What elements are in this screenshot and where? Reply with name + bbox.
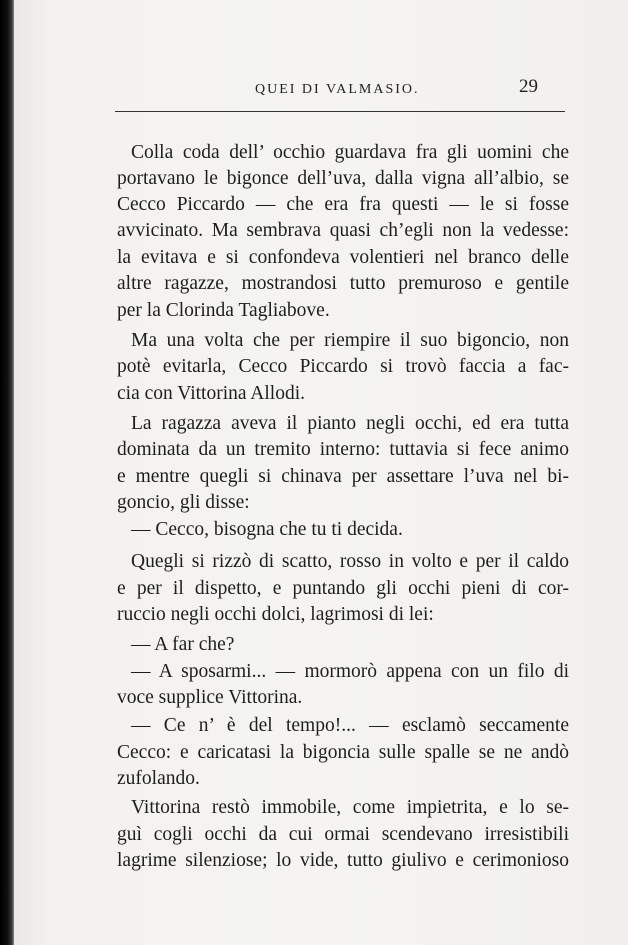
- text-line: — A far che?: [131, 634, 235, 655]
- text-line: La ragazza aveva il pianto negli occhi, ed era tutta: [131, 413, 569, 434]
- text-line: avvicinato. Ma sembrava quasi ch’egli non la vedesse:: [117, 220, 569, 241]
- text-line: — Cecco, bisogna che tu ti decida.: [131, 519, 403, 540]
- text-line: Colla coda dell’ occhio guardava fra gli uomini che: [131, 142, 569, 163]
- text-line: zufolando.: [117, 768, 200, 789]
- text-line: potè evitarla, Cecco Piccardo si trovò faccia a fac-: [117, 356, 569, 377]
- text-line: goncio, gli disse:: [117, 492, 250, 513]
- text-line: la evitava e si confondeva volentieri nel branco delle: [117, 247, 569, 268]
- running-title: QUEI DI VALMASIO.: [255, 82, 420, 97]
- text-line: per la Clorinda Tagliabove.: [117, 300, 330, 321]
- text-line: — A sposarmi... — mormorò appena con un filo di: [131, 661, 569, 682]
- text-line: Cecco Piccardo — che era fra questi — le si fosse: [117, 194, 569, 215]
- text-line: Quegli si rizzò di scatto, rosso in volto e per il caldo: [131, 551, 569, 572]
- text-line: portavano le bigonce dell’uva, dalla vigna all’albio, se: [117, 168, 569, 189]
- page-number: 29: [519, 76, 538, 97]
- text-line: guì cogli occhi da cui ormai scendevano irresistibili: [117, 824, 569, 845]
- text-line: lagrime silenziose; lo vide, tutto giulivo e cerimonioso: [117, 850, 569, 871]
- text-line: voce supplice Vittorina.: [117, 687, 303, 708]
- text-line: e per il dispetto, e puntando gli occhi pieni di cor-: [117, 578, 569, 599]
- text-line: Ma una volta che per riempire il suo bigoncio, non: [131, 330, 569, 351]
- text-line: dominata da un tremito interno: tuttavia si fece animo: [117, 439, 569, 460]
- text-line: altre ragazze, mostrandosi tutto premuroso e gentile: [117, 273, 569, 294]
- text-line: Cecco: e caricatasi la bigoncia sulle spalle se ne andò: [117, 742, 569, 763]
- text-line: cia con Vittorina Allodi.: [117, 383, 306, 404]
- text-line: Vittorina restò immobile, come impietrita, e lo se-: [131, 797, 569, 818]
- text-line: ruccio negli occhi dolci, lagrimosi di lei:: [117, 604, 434, 625]
- text-line: e mentre quegli si chinava per assettare l’uva nel bi-: [117, 466, 569, 487]
- text-line: — Ce n’ è del tempo!... — esclamò seccamente: [131, 715, 569, 736]
